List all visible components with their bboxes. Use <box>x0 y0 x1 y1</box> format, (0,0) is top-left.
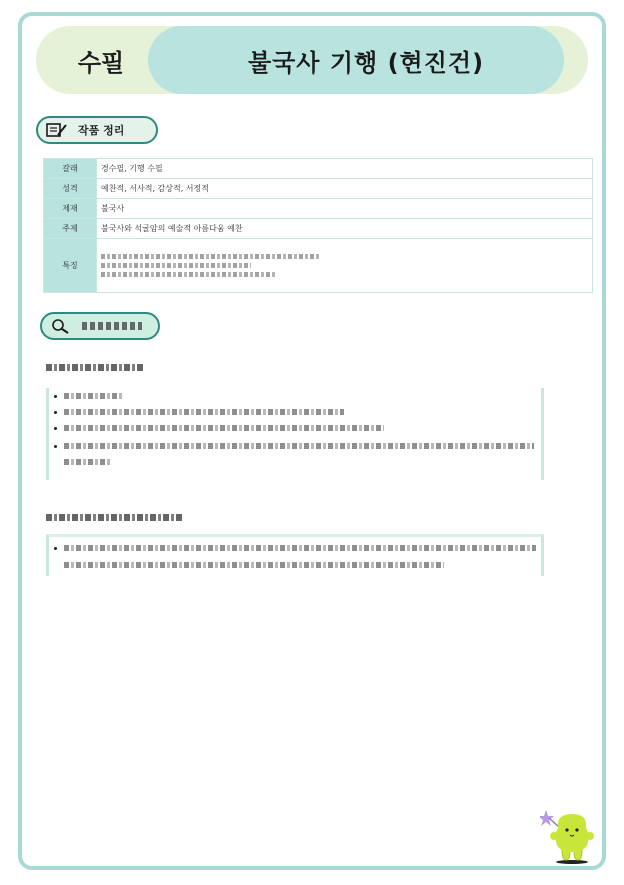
section-pill-second <box>40 312 160 340</box>
section-label-summary: 작품 정리 <box>78 124 125 137</box>
list-item <box>64 409 344 415</box>
section-pill-summary <box>36 116 158 144</box>
list-bullet <box>54 427 57 430</box>
list-item <box>64 562 444 568</box>
table-value-cell: 불국사와 석굴암의 예술적 아름다움 예찬 <box>97 219 593 239</box>
table-value-cell: 예찬적, 서사적, 감상적, 서정적 <box>97 179 593 199</box>
table-value-cell: 불국사 <box>97 199 593 219</box>
list-item <box>64 545 536 551</box>
list-item <box>64 459 110 465</box>
magnifier-icon <box>50 318 72 334</box>
subheading-blurred <box>46 364 144 371</box>
table-header-cell: 성격 <box>44 179 97 199</box>
section-label-second-blurred <box>82 322 142 330</box>
content-box <box>46 534 544 576</box>
list-bullet <box>54 445 57 448</box>
genre-label: 수필 <box>77 48 125 77</box>
content-box <box>46 388 544 480</box>
table-row <box>44 179 593 199</box>
mascot-illustration <box>540 806 600 864</box>
title-banner <box>36 26 588 94</box>
table-row <box>44 159 593 179</box>
list-item <box>64 425 384 431</box>
list-item <box>64 393 124 399</box>
note-pencil-icon <box>46 122 68 138</box>
work-summary-table <box>43 158 593 293</box>
table-value-cell: 경수필, 기행 수필 <box>97 159 593 179</box>
table-header-cell: 제재 <box>44 199 97 219</box>
table-row <box>44 219 593 239</box>
subheading-blurred <box>46 514 184 521</box>
table-value-cell-blurred <box>97 239 593 293</box>
table-header-cell: 갈래 <box>44 159 97 179</box>
table-header-cell: 주제 <box>44 219 97 239</box>
table-row <box>44 239 593 293</box>
list-bullet <box>54 411 57 414</box>
list-item <box>64 443 534 449</box>
table-row <box>44 199 593 219</box>
list-bullet <box>54 547 57 550</box>
page-title: 불국사 기행 (현진건) <box>247 48 485 77</box>
list-bullet <box>54 395 57 398</box>
table-header-cell: 특징 <box>44 239 97 293</box>
